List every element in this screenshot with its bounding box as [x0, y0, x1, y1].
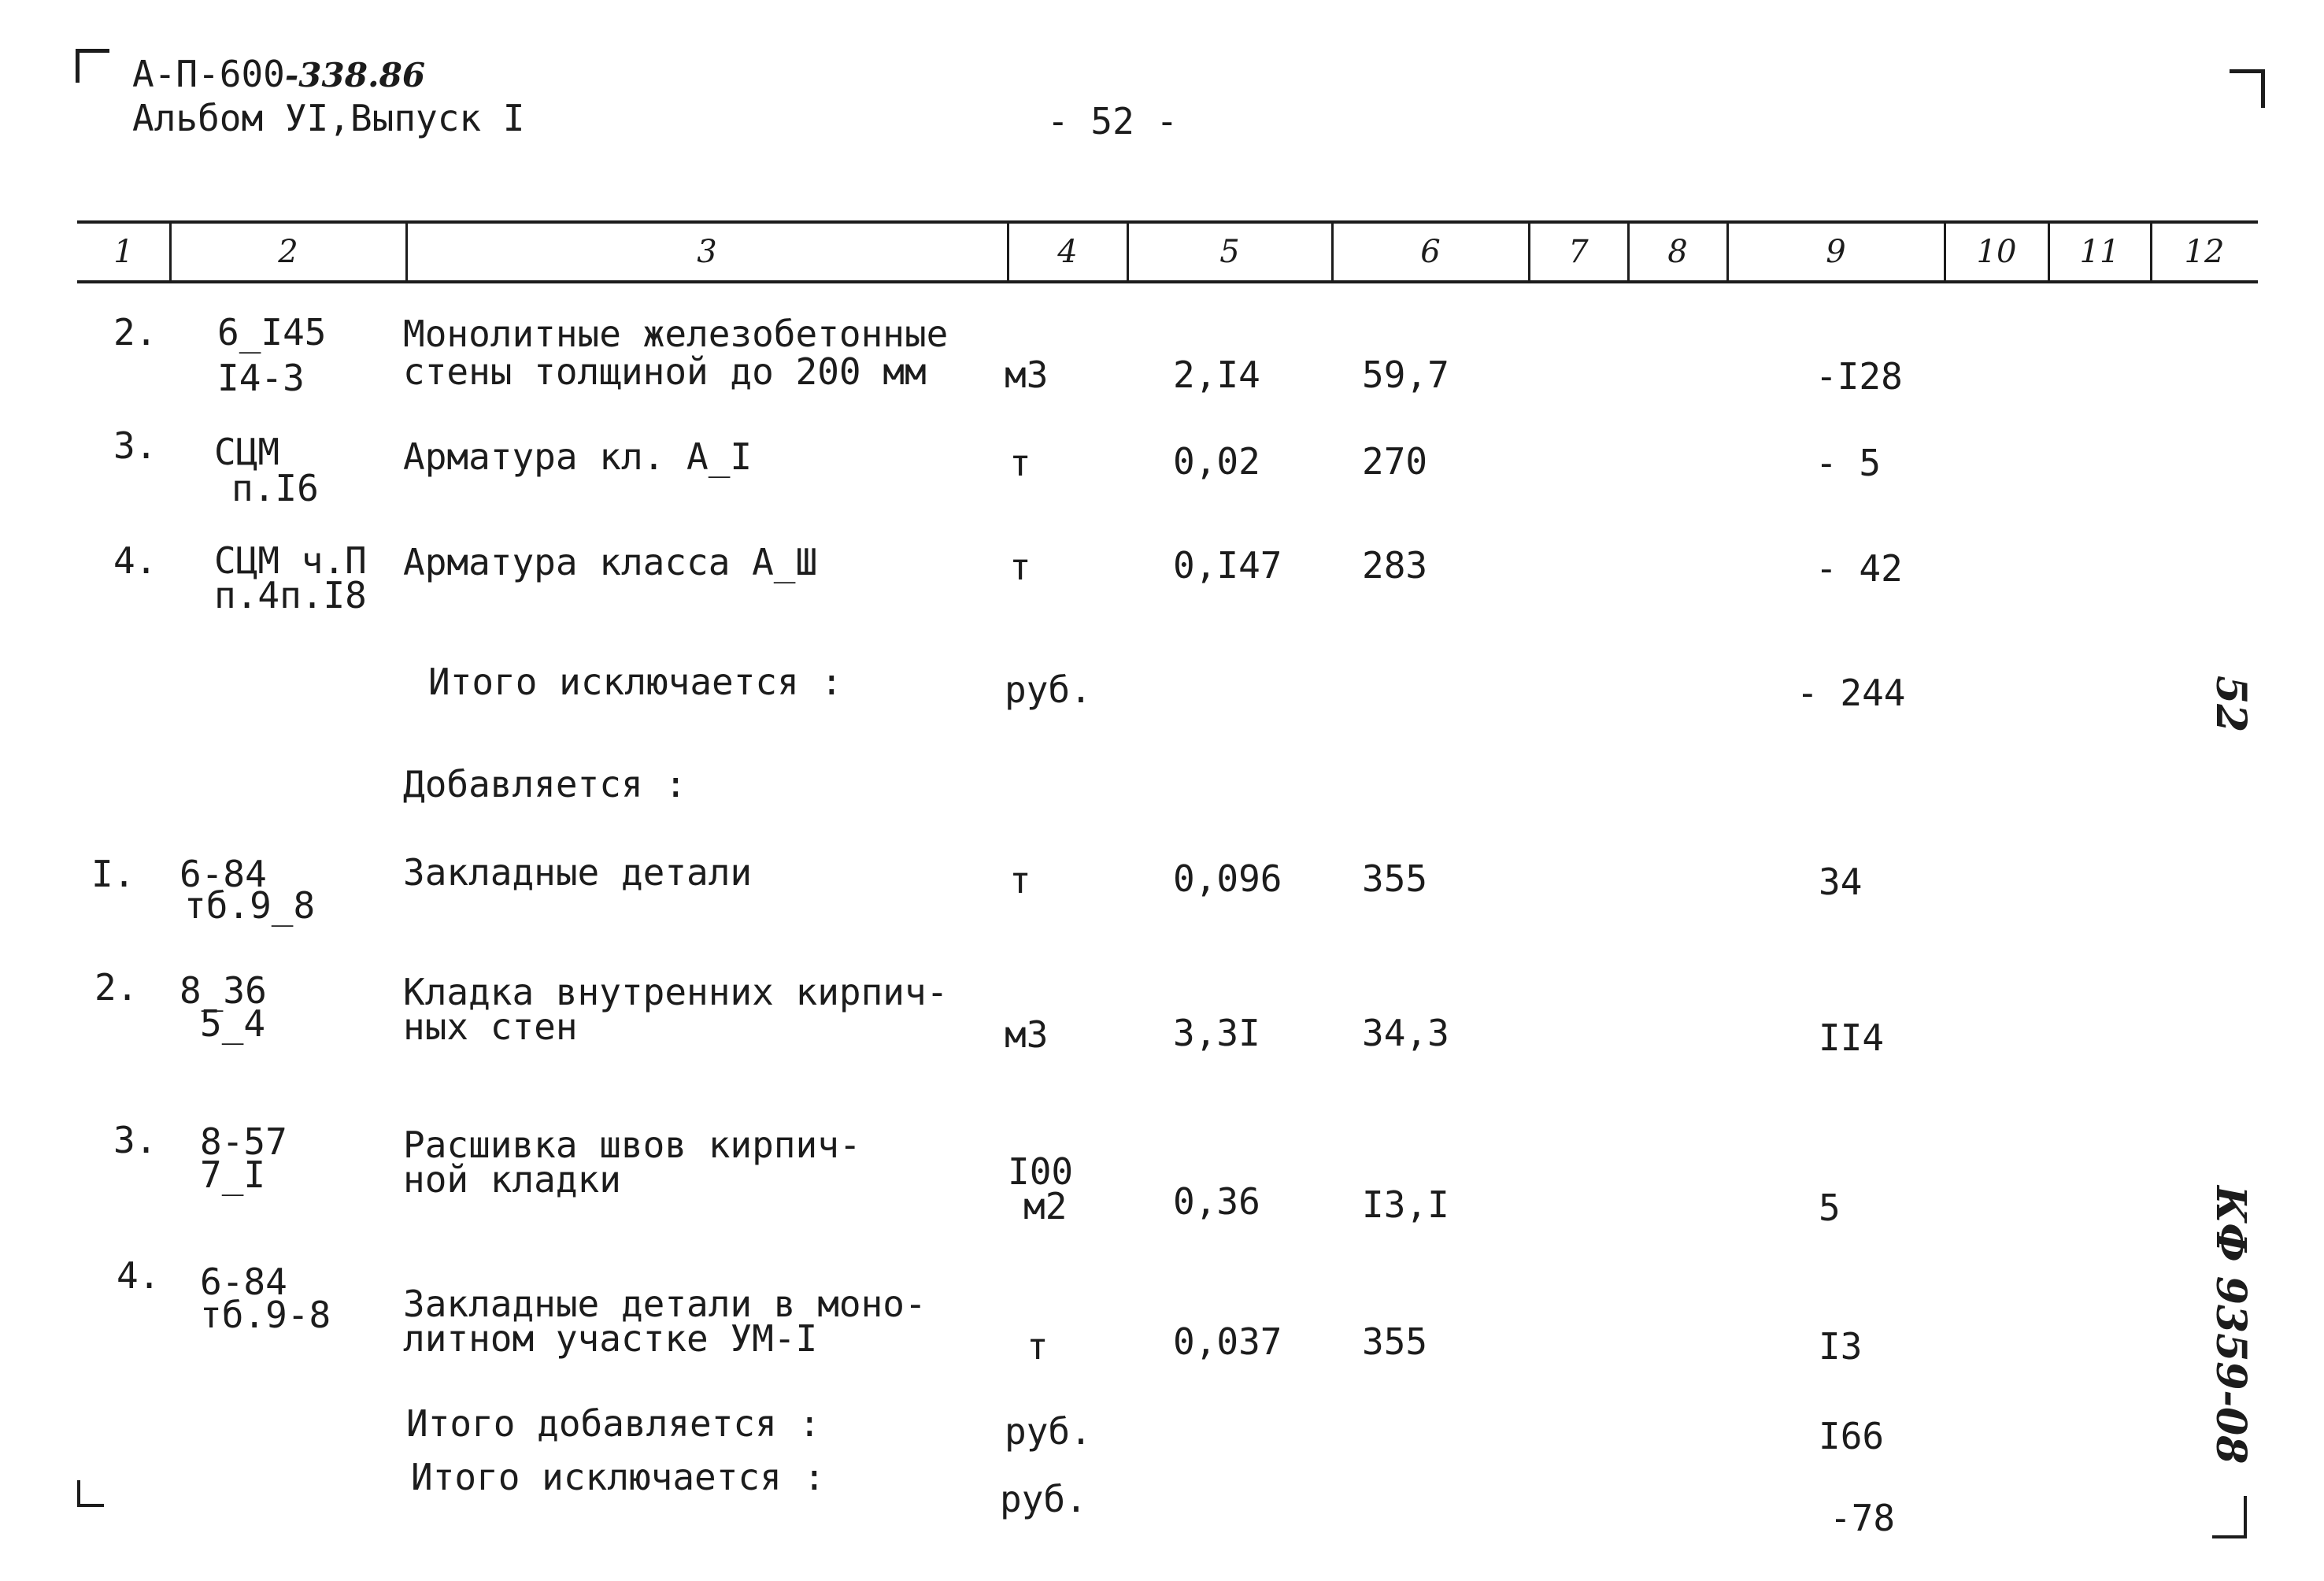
row-code-line: п.4п.I8: [214, 574, 367, 616]
subtotal-unit: руб.: [1005, 1410, 1092, 1453]
row-total: 5: [1819, 1187, 1841, 1229]
column-divider: [405, 222, 408, 282]
row-quantity: 2,I4: [1173, 354, 1260, 396]
total-label: Итого исключается :: [411, 1456, 826, 1498]
row-number: 3.: [113, 424, 157, 467]
total-unit: руб.: [1000, 1478, 1087, 1520]
column-divider: [1528, 222, 1530, 282]
row-total: - 42: [1815, 547, 1903, 590]
column-header-9: 9: [1826, 234, 1846, 270]
row-code-line: 5_4: [200, 1002, 266, 1045]
subtotal-total: I66: [1819, 1415, 1885, 1457]
subtotal-label: Итого исключается :: [428, 661, 843, 703]
row-total: 34: [1819, 861, 1863, 903]
row-quantity: 0,096: [1173, 857, 1282, 900]
column-header-1: 1: [113, 234, 134, 270]
column-header-12: 12: [2184, 234, 2225, 270]
row-price: 270: [1362, 440, 1428, 483]
row-code-line: тб.9_8: [184, 884, 316, 927]
column-divider: [1007, 222, 1009, 282]
row-description-line: литном участке УМ-I: [403, 1317, 818, 1360]
row-description-line: стены толщиной до 200 мм: [403, 350, 927, 393]
row-total: II4: [1819, 1016, 1885, 1059]
row-price: 283: [1362, 544, 1428, 587]
row-unit: т: [1009, 859, 1031, 902]
column-header-11: 11: [2079, 234, 2120, 270]
table-header-bottom-rule: [77, 280, 2258, 283]
row-number: 4.: [113, 539, 157, 582]
row-unit: м3: [1005, 1013, 1049, 1056]
row-code-line: СЦМ ч.П: [214, 539, 367, 582]
row-total: -I28: [1815, 355, 1903, 398]
row-description-line: ной кладки: [403, 1158, 621, 1201]
row-code-line: п.I6: [231, 467, 319, 509]
row-unit: м3: [1005, 354, 1049, 396]
row-code-line: I4-3: [217, 357, 305, 399]
row-description-line: Закладные детали: [403, 851, 753, 894]
column-header-3: 3: [697, 234, 717, 270]
column-divider: [1726, 222, 1729, 282]
row-number: 2.: [94, 966, 139, 1009]
row-quantity: 0,037: [1173, 1320, 1282, 1363]
row-number: I.: [91, 853, 135, 895]
column-header-8: 8: [1667, 234, 1688, 270]
row-price: 34,3: [1362, 1012, 1449, 1054]
row-unit: т: [1027, 1325, 1049, 1368]
row-unit: т: [1009, 442, 1031, 484]
row-price: 355: [1362, 857, 1428, 900]
row-number: 2.: [113, 311, 157, 354]
row-code-line: 7_I: [200, 1153, 266, 1196]
column-divider: [2150, 222, 2152, 282]
row-total: I3: [1819, 1325, 1863, 1368]
subtotal-total: - 244: [1797, 672, 1906, 714]
total-value: -78: [1830, 1497, 1896, 1539]
row-description-line: Арматура класса А_Ш: [403, 541, 818, 583]
column-header-7: 7: [1568, 234, 1589, 270]
document-code: [132, 55, 425, 93]
column-header-6: 6: [1420, 234, 1441, 270]
row-description-line: Кладка внутренних кирпич-: [403, 971, 949, 1013]
document-code-typed: А-П-600: [132, 53, 285, 95]
table-header: [0, 224, 2324, 280]
row-description-line: ных стен: [403, 1005, 578, 1048]
row-code-line: 6-84: [179, 853, 267, 895]
subtotal-unit: руб.: [1005, 668, 1092, 711]
row-quantity: 0,02: [1173, 440, 1260, 483]
row-price: 59,7: [1362, 354, 1449, 396]
column-header-2: 2: [278, 234, 298, 270]
row-description-line: Арматура кл. А_I: [403, 435, 753, 478]
row-code-line: СЦМ: [214, 431, 280, 473]
subtotal-label: Итого добавляется :: [406, 1402, 821, 1445]
page-number: - 52 -: [1047, 100, 1179, 143]
row-price: 355: [1362, 1320, 1428, 1363]
corner-mark-bottom-right: [2212, 1496, 2247, 1538]
row-description-line: Монолитные железобетонные: [403, 313, 949, 355]
corner-mark-top-left: [76, 49, 109, 83]
row-quantity: 3,3I: [1173, 1012, 1260, 1054]
column-divider: [1944, 222, 1946, 282]
corner-mark-top-right: [2230, 69, 2265, 108]
column-divider: [2048, 222, 2050, 282]
column-divider: [1127, 222, 1129, 282]
row-unit: I00: [1008, 1150, 1074, 1193]
corner-mark-bottom-left: [77, 1480, 104, 1507]
row-description-line: Расшивка швов кирпич-: [403, 1124, 861, 1166]
row-total: - 5: [1815, 442, 1882, 484]
row-unit: т: [1009, 546, 1031, 588]
row-code-line: тб.9-8: [200, 1294, 331, 1336]
row-code-line: 8_36: [179, 969, 267, 1012]
row-unit: м2: [1023, 1185, 1068, 1227]
row-description-line: Закладные детали в моно-: [403, 1283, 927, 1325]
row-code-line: 6-84: [200, 1261, 287, 1303]
column-header-5: 5: [1219, 234, 1240, 270]
row-code-line: 8-57: [200, 1120, 287, 1163]
document-code-handwritten: -338.86: [284, 56, 426, 94]
column-divider: [1627, 222, 1630, 282]
row-quantity: 0,I47: [1173, 544, 1282, 587]
row-code-line: 6_I45: [217, 311, 327, 354]
column-header-10: 10: [1976, 234, 2017, 270]
margin-page-stamp: 52: [2207, 676, 2255, 733]
margin-archive-code: КФ 9359-08: [2207, 1186, 2255, 1464]
column-header-4: 4: [1057, 234, 1078, 270]
column-divider: [169, 222, 172, 282]
row-number: 3.: [113, 1119, 157, 1161]
album-title: Альбом УI,Выпуск I: [132, 97, 525, 139]
row-quantity: 0,36: [1173, 1180, 1260, 1223]
row-number: 4.: [117, 1254, 161, 1297]
column-divider: [1331, 222, 1334, 282]
section-heading-added: Добавляется :: [403, 763, 687, 805]
row-price: I3,I: [1362, 1183, 1449, 1226]
